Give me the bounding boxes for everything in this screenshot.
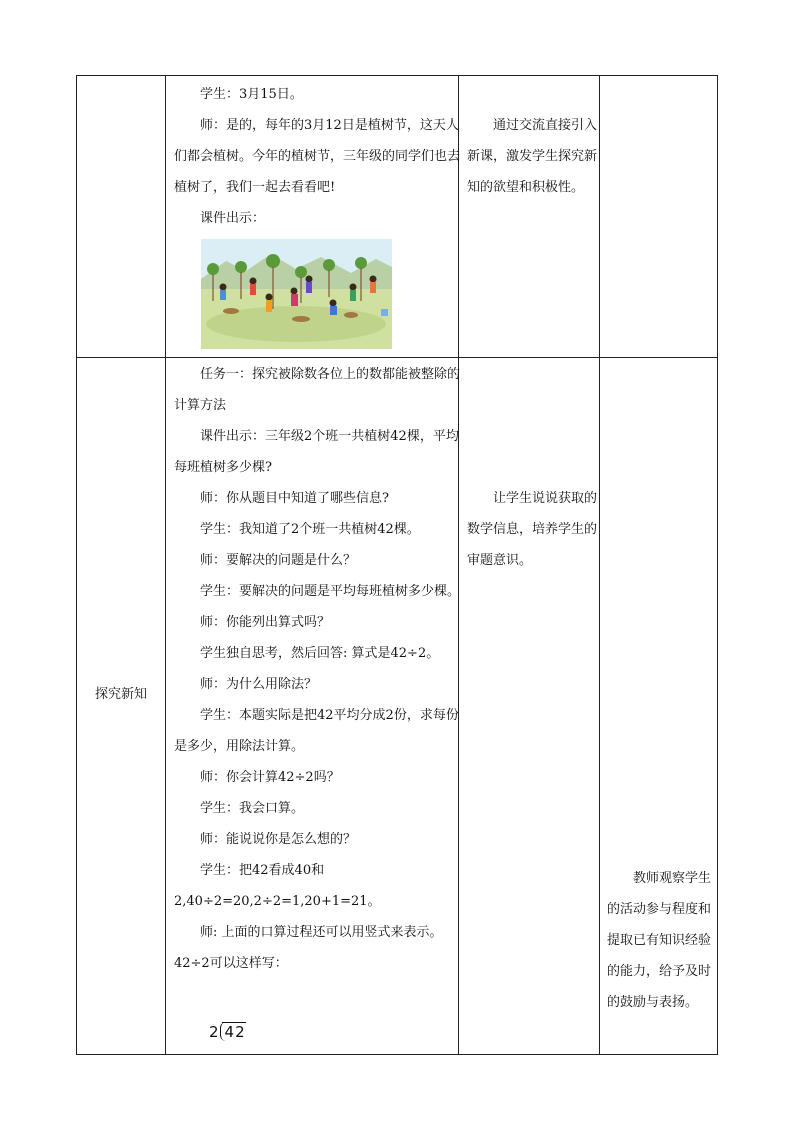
divisor: 2	[209, 1023, 220, 1041]
row2-assessment	[607, 863, 712, 1018]
design-intent: 通过交流直接引入新课，激发学生探究新知的欲望和积极性。	[467, 118, 598, 195]
dialogue-line: 师：为什么用除法？	[200, 677, 318, 692]
dialogue-line: 任务一：探究被除数各位上的数都能被整除的计算方法	[174, 367, 461, 413]
dialogue-line: 师：要解决的问题是什么？	[200, 553, 357, 568]
dialogue-line: 学生：本题实际是把42平均分成2份，求每份是多少，用除法计算。	[174, 708, 459, 754]
stage-label: 探究新知	[94, 687, 147, 702]
dialogue-line: 学生：要解决的问题是平均每班植树多少棵。	[200, 584, 461, 599]
dialogue-line: 师：是的，每年的3月12日是植树节，这天人们都会植树。今年的植树节，三年级的同学们也去植树了，我们一起去看看吧!	[174, 118, 461, 195]
dialogue-line: 学生：3月15日。	[200, 87, 303, 102]
column-divider	[165, 76, 166, 1054]
row2-intent	[467, 483, 600, 576]
dialogue-line: 课件出示：	[200, 211, 266, 226]
dialogue-line: 课件出示：三年级2个班一共植树42棵，平均每班植树多少棵?	[174, 429, 459, 475]
dialogue-line: 学生：我知道了2个班一共植树42棵。	[200, 522, 420, 537]
dialogue-line: 师：你会计算42÷2吗？	[200, 770, 340, 785]
dialogue-line: 学生：把42看成40和2,40÷2=20,2÷2=1,20+1=21。	[174, 863, 381, 909]
row-divider	[77, 357, 717, 358]
design-intent: 让学生说说获取的数学信息，培养学生的审题意识。	[467, 491, 598, 568]
dialogue-line: 师：你能列出算式吗？	[200, 615, 331, 630]
dialogue-line: 师：能说说你是怎么想的？	[200, 832, 357, 847]
row2-content	[174, 359, 460, 979]
dividend: 42	[224, 1023, 246, 1041]
row1-intent	[467, 110, 600, 203]
dialogue-line: 学生独自思考，然后回答: 算式是42÷2。	[200, 646, 440, 661]
tree-planting-illustration	[201, 239, 392, 349]
long-division-setup	[209, 1022, 246, 1041]
assessment-note: 教师观察学生的活动参与程度和提取已有知识经验的能力，给予及时的鼓励与表扬。	[607, 871, 712, 1010]
dialogue-line: 师：你从题目中知道了哪些信息?	[200, 491, 389, 506]
row1-content	[174, 79, 460, 234]
lesson-table	[76, 75, 718, 1055]
dialogue-line: 师: 上面的口算过程还可以用竖式来表示。42÷2可以这样写：	[174, 925, 443, 971]
dialogue-line: 学生：我会口算。	[200, 801, 305, 816]
